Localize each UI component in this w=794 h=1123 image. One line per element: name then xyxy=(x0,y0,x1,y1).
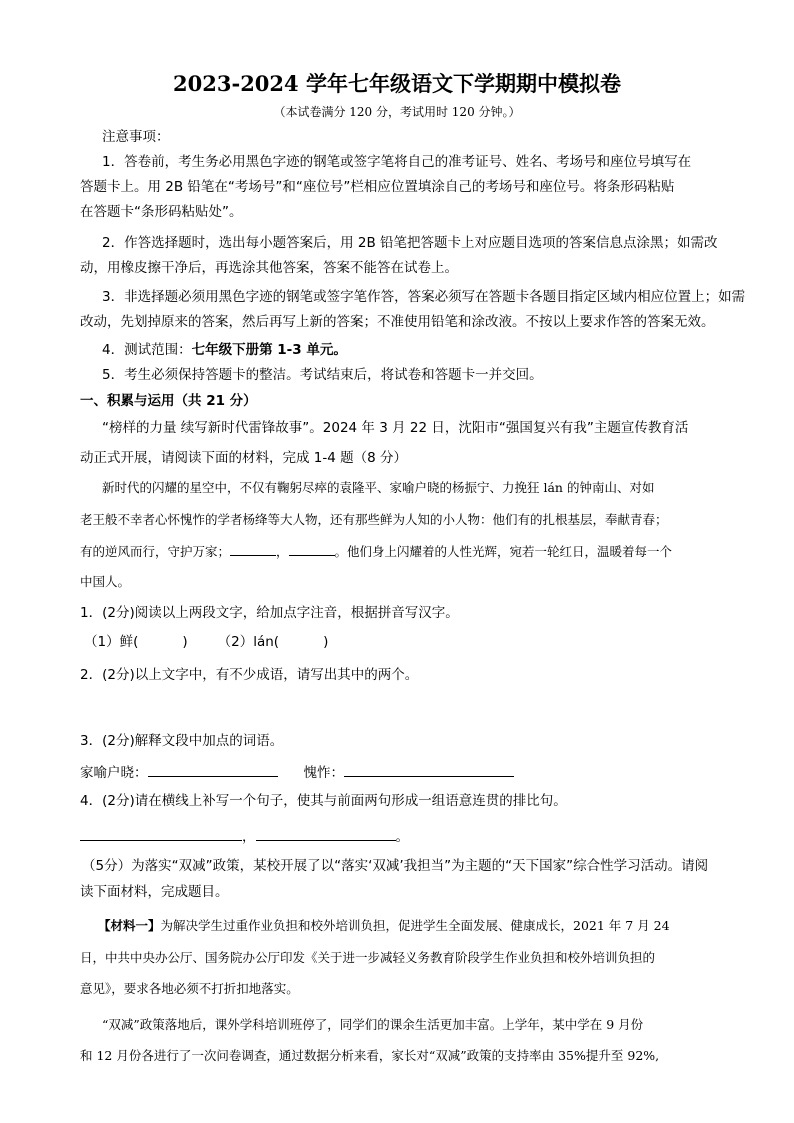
passage-line-4: 中国人。 xyxy=(80,574,131,589)
question-3-answers xyxy=(80,762,720,783)
passage-line-2: 老王般不幸者心怀愧怍的学者杨绛等大人物，还有那些鲜为人知的小人物：他们有的扎根基层，奉献青春； xyxy=(80,512,668,527)
q4-answer-1[interactable] xyxy=(80,826,242,841)
notice-item-4-label: 4．测试范围： xyxy=(102,342,192,358)
notice-heading: 注意事项： xyxy=(102,129,170,145)
material-1-text: 为解决学生过重作业负担和校外培训负担，促进学生全面发展、健康成长，2021 年 7 月 24 xyxy=(160,918,670,933)
q3-term-2: 愧怍： xyxy=(303,765,344,781)
notice-item-1-line-2: 答题卡上。用 2B 铅笔在“考场号”和“座位号”栏相应位置填涂自己的考场号和座位号。将条形码粘贴 xyxy=(80,179,675,195)
q1-blank-1-label: （1）鲜( xyxy=(84,634,139,650)
question-2: 2．(2分)以上文字中，有不少成语，请写出其中的两个。 xyxy=(80,667,419,683)
section-1-heading: 一、积累与运用（共 21 分） xyxy=(80,393,257,409)
page-subtitle: （本试卷满分 120 分，考试用时 120 分钟。） xyxy=(273,105,521,119)
notice-item-3-line-2: 改动，先划掉原来的答案，然后再写上新的答案；不准使用铅笔和涂改液。不按以上要求作答的答案无效。 xyxy=(80,314,715,330)
material-2-line-2: 和 12 月份各进行了一次问卷调查，通过数据分析来看，家长对“双减”政策的支持率由 35%提升至 92%, xyxy=(80,1048,660,1063)
material-1-line-1 xyxy=(98,916,738,936)
notice-item-1-line-1: 1．答卷前，考生务必用黑色字迹的钢笔或签字笔将自己的准考证号、姓名、考场号和座位号填写在 xyxy=(102,154,692,170)
notice-item-4-scope: 七年级下册第 1-3 单元。 xyxy=(191,342,347,358)
q1-blank-2-label: （2）lán( xyxy=(217,634,280,650)
material-1-line-3: 意见》，要求各地必须不打折扣地落实。 xyxy=(80,981,299,996)
notice-item-3-line-1: 3．非选择题必须用黑色字迹的钢笔或签字笔作答，答案必须写在答题卡各题目指定区域内相应位置上；如需 xyxy=(102,289,746,305)
q4-sep-2: 。 xyxy=(395,829,409,845)
material-1-label: 【材料一】 xyxy=(98,918,161,933)
q1-blank-1-close: ) xyxy=(182,634,188,650)
question-4-answers xyxy=(80,826,720,847)
material-1-line-2: 日，中共中央办公厅、国务院办公厅印发《关于进一步减轻义务教育阶段学生作业负担和校外培训负担的 xyxy=(80,950,656,965)
q3-answer-1[interactable] xyxy=(148,762,278,777)
passage-line-3 xyxy=(80,541,720,562)
q4-answer-2[interactable] xyxy=(256,826,396,841)
notice-item-2-line-1: 2．作答选择题时，选出每小题答案后，用 2B 铅笔把答题卡上对应题目选项的答案信息点涂黑；如需改 xyxy=(102,235,718,251)
passage-line-3-start: 有的逆风而行，守护万家； xyxy=(80,544,231,559)
q3-answer-2[interactable] xyxy=(344,762,514,777)
q3-term-1: 家喻户晓： xyxy=(80,765,148,781)
passage-line-1: 新时代的闪耀的星空中，不仅有鞠躬尽瘁的袁隆平、家喻户晓的杨振宁、力挽狂 lán 的钟南山、对如 xyxy=(102,480,655,495)
q4-sep-1: ， xyxy=(242,829,256,845)
notice-item-5: 5．考生必须保持答题卡的整洁。考试结束后，将试卷和答题卡一并交回。 xyxy=(102,367,543,383)
intro-line-1: “榜样的力量 续写新时代雷锋故事”。2024 年 3 月 22 日，沈阳市“强国复兴有我”主题宣传教育活 xyxy=(102,420,689,436)
q5-intro-line-1: （5分）为落实“双减”政策，某校开展了以“落实‘双减’我担当”为主题的“天下国家”综合性学习活动。请阅 xyxy=(82,858,709,874)
q5-intro-line-2: 读下面材料，完成题目。 xyxy=(80,884,229,900)
intro-line-2: 动正式开展，请阅读下面的材料，完成 1-4 题（8 分） xyxy=(80,450,408,466)
notice-item-1-line-3: 在答题卡“条形码粘贴处”。 xyxy=(80,204,243,220)
notice-item-2-line-2: 动，用橡皮擦干净后，再选涂其他答案，答案不能答在试卷上。 xyxy=(80,260,458,276)
passage-blank-1[interactable] xyxy=(230,541,276,556)
q1-blank-2-close: ) xyxy=(323,634,329,650)
question-1-answers xyxy=(84,632,724,652)
passage-comma: ， xyxy=(276,544,289,559)
material-2-line-1: “双减”政策落地后，课外学科培训班停了，同学们的课余生活更加丰富。上学年，某中学在 9 月份 xyxy=(102,1017,644,1032)
passage-blank-2[interactable] xyxy=(289,541,335,556)
question-3: 3．(2分)解释文段中加点的词语。 xyxy=(80,733,284,749)
notice-item-4 xyxy=(102,340,742,360)
page-title: 2023-2024 学年七年级语文下学期期中模拟卷 xyxy=(173,71,621,96)
question-4: 4．(2分)请在横线上补写一个句子，使其与前面两句形成一组语意连贯的排比句。 xyxy=(80,793,567,809)
passage-line-3-end: 。他们身上闪耀着的人性光辉，宛若一轮红日，温暖着每一个 xyxy=(334,544,673,559)
question-1: 1．(2分)阅读以上两段文字，给加点字注音，根据拼音写汉字。 xyxy=(80,605,459,621)
